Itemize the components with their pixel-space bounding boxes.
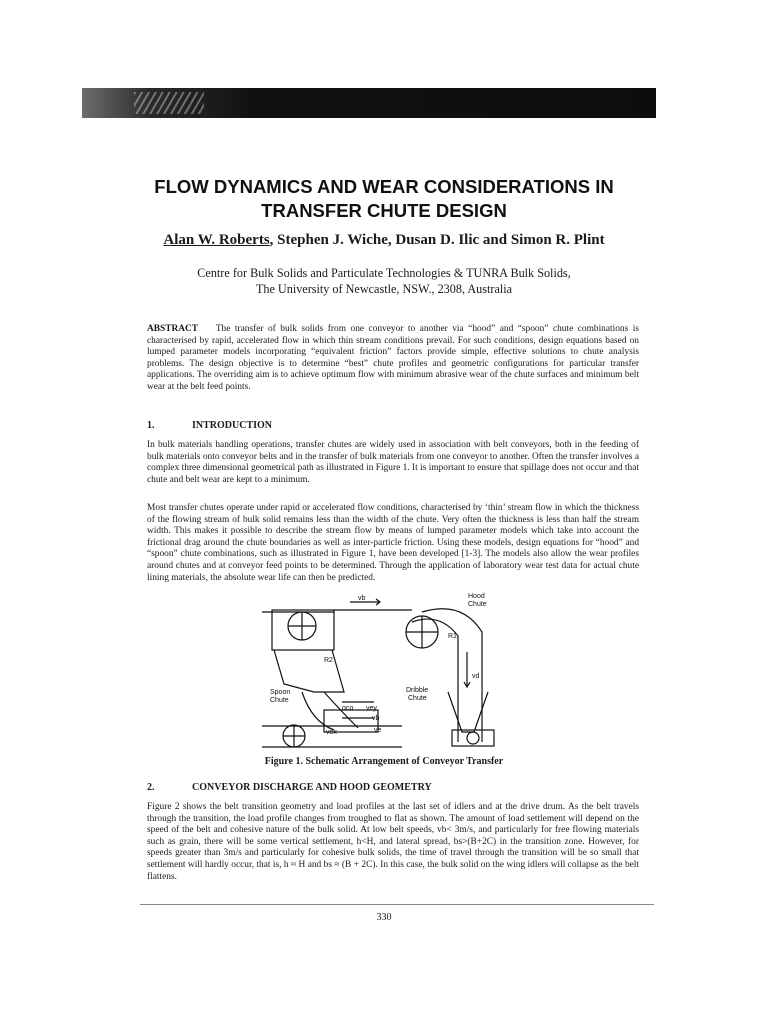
section-1-number: 1.: [147, 420, 155, 431]
header-decoration: [134, 92, 204, 114]
section-1-heading: [147, 420, 272, 431]
label-hood: Hood: [468, 593, 485, 600]
intro-paragraph-2: Most transfer chutes operate under rapid or accelerated flow conditions, characterised by ‘thin’ stream flow in which the thickness of the flowing stream of bulk solid remains less than the width of the chute. Very often the thickness is less than half the stream width. This makes it possible to describe the stream flow by means of lumped parameter models which take into account the frictional drag around the chute boundaries as well as inter-particle friction. Using these models, design equations for “hood” and “spoon” chute combinations, such as illustrated in Figure 1, have been developed [1-3]. The models also allow the wear profiles around chutes and at conveyor feed points to be determined. Through the application of laboratory wear test data for actual chute lining materials, the absolute wear life can then be predicted.: [147, 503, 639, 583]
label-r2: R2: [324, 657, 333, 664]
section-1-title: INTRODUCTION: [192, 420, 273, 431]
label-hood-chute: Chute: [468, 601, 487, 608]
figure-1: [262, 592, 508, 752]
footer-rule: [140, 904, 654, 905]
section-2-paragraph: Figure 2 shows the belt transition geometry and load profiles at the last set of idlers and at the drive drum. As the belt travels through the transition, the load profile changes from troughed to flat as shown. The amount of load settlement will depend on the speed of the belt and cohesive nature of the bulk solid. At low belt speeds, vb< 3m/s, and particularly for free flowing materials such as grain, there will be some vertical settlement, h<H, and lateral spread, bs>(B+2C) in the transition zone. However, for speeds greater than 3m/s and particularly for cohesive bulk solids, the time of travel through the transition will be so small that settlement will hardly occur, that is, h ≈ H and bs ≈ (B + 2C). In this case, the bulk solid on the wing idlers will collapse as the belt flattens.: [147, 802, 639, 882]
affiliation-line-2: The University of Newcastle, NSW., 2308, Australia: [255, 282, 513, 296]
label-alpha: αco: [342, 705, 354, 712]
label-dribble: Dribble: [406, 687, 429, 694]
label-vb-lower: vb: [372, 715, 380, 722]
intro-paragraph-1: In bulk materials handling operations, transfer chutes are widely used in association with belt conveyors, both in the feeding of bulk materials onto conveyor belts and in the transfer of bulk materials from one conveyor to another. Often the transfer involves a complex three dimensional geometrical path as illustrated in Figure 1. It is important to ensure that spillage does not occur and that chute and belt wear are kept to a minimum.: [147, 440, 639, 485]
label-vd: vd: [472, 673, 480, 680]
label-dribble-chute: Chute: [408, 695, 427, 702]
title-line-2: TRANSFER CHUTE DESIGN: [261, 200, 507, 221]
title-line-1: FLOW DYNAMICS AND WEAR CONSIDERATIONS IN: [154, 176, 614, 197]
label-r1: R1: [448, 633, 457, 640]
label-vey: vey: [366, 705, 377, 712]
abstract-label: ABSTRACT: [147, 324, 199, 334]
first-author: Alan W. Roberts: [163, 232, 270, 248]
section-2-title: CONVEYOR DISCHARGE AND HOOD GEOMETRY: [192, 782, 432, 793]
affiliation: [0, 265, 768, 297]
abstract-text: The transfer of bulk solids from one conveyor to another via “hood” and “spoon” chute combinations is characterised by rapid, accelerated flow in which thin stream conditions prevail. For such conditions, design equations based on lumped parameter models incorporating “equivalent friction” factors provide simple, effective solutions to chute analysis problems. The design objective is to determine “best” chute profiles and geometric configurations for particular transfer applications. The overriding aim is to achieve optimum flow with minimum abrasive wear of the chute surfaces and minimum belt wear at the belt feed points.: [147, 324, 639, 392]
label-vex: vex: [326, 729, 337, 736]
other-authors: , Stephen J. Wiche, Dusan D. Ilic and Simon R. Plint: [269, 232, 605, 248]
paper-title: [0, 175, 768, 223]
label-spoon-chute: Chute: [270, 697, 289, 704]
label-spoon: Spoon: [270, 689, 291, 696]
label-vb: vb: [358, 595, 366, 602]
affiliation-line-1: Centre for Bulk Solids and Particulate Technologies & TUNRA Bulk Solids,: [197, 266, 571, 280]
page-number: 330: [376, 912, 392, 923]
section-2-heading: [147, 782, 432, 793]
header-bar: [82, 88, 656, 118]
section-2-number: 2.: [147, 782, 155, 793]
author-list: [0, 232, 768, 249]
label-ve: ve: [374, 727, 382, 734]
abstract: [147, 324, 639, 394]
figure-labels: [262, 592, 508, 752]
figure-1-caption: Figure 1. Schematic Arrangement of Conveyor Transfer: [264, 756, 504, 767]
